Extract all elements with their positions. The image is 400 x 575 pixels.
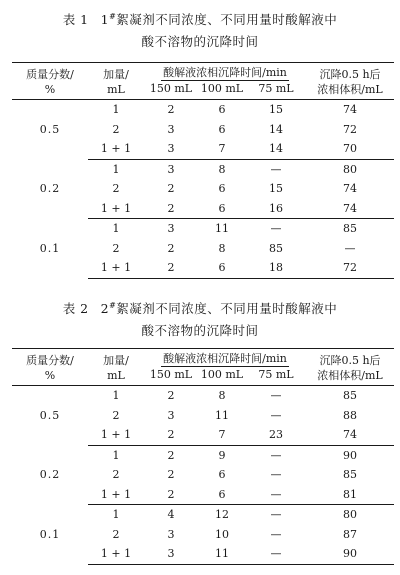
mass-fraction-cell: 0.5: [39, 122, 61, 136]
volume-cell: 72: [306, 258, 394, 278]
table-1-caption: [0, 6, 400, 53]
time-150-cell: 2: [144, 485, 198, 505]
header-150ml: 150 mL: [149, 368, 193, 381]
volume-cell: 74: [343, 182, 357, 195]
dosage-cell: 1: [112, 103, 120, 116]
mass-fraction-cell: 0.1: [39, 241, 61, 255]
dosage-cell: 2: [112, 241, 120, 255]
volume-cell: 74: [306, 425, 394, 445]
flocculant-sup: #: [109, 301, 117, 310]
time-150-cell: 2: [144, 425, 198, 445]
time-100-cell: 6: [218, 182, 226, 195]
header-150ml: 150 mL: [149, 82, 193, 95]
time-100-cell: 8: [218, 241, 226, 255]
table-1: [12, 62, 394, 279]
volume-cell: 81: [306, 485, 394, 505]
table-2-number: 表 2: [62, 301, 89, 316]
time-100-cell: 11: [215, 408, 229, 422]
flocculant-id: 1: [100, 12, 110, 27]
volume-cell: 90: [306, 544, 394, 564]
caption-text: 絮凝剂不同浓度、不同用量时酸解液中: [116, 12, 338, 27]
table-1-block: [0, 6, 400, 274]
time-150-cell: 3: [167, 162, 175, 176]
volume-cell: 72: [343, 122, 357, 136]
dosage-cell: 2: [112, 468, 120, 481]
time-75-cell: 15: [269, 103, 283, 116]
time-75-cell: —: [270, 222, 282, 235]
mass-fraction-cell: 0.2: [39, 182, 61, 195]
time-150-cell: 2: [167, 448, 175, 462]
header-settling-time-group: 酸解液浓相沉降时间/min: [163, 66, 287, 79]
volume-cell: 80: [343, 162, 357, 176]
table-1-caption-line-2: 酸不溶物的沉降时间: [141, 34, 259, 49]
dosage-cell: 1: [112, 389, 120, 402]
time-75-cell: 18: [246, 258, 306, 278]
dosage-cell: 1 + 1: [88, 199, 144, 219]
table-2-block: [0, 295, 400, 560]
time-100-cell: 7: [198, 139, 246, 159]
time-75-cell: —: [246, 485, 306, 505]
time-100-cell: 10: [215, 527, 229, 541]
time-75-cell: —: [270, 389, 282, 402]
time-100-cell: 9: [218, 448, 226, 462]
time-100-cell: 11: [215, 222, 229, 235]
time-150-cell: 3: [167, 122, 175, 136]
time-150-cell: 4: [167, 508, 175, 521]
dosage-cell: 2: [112, 122, 120, 136]
time-100-cell: 6: [198, 199, 246, 219]
table-1-number: 表 1: [62, 12, 89, 27]
flocculant-id: 2: [100, 301, 110, 316]
volume-cell: 70: [306, 139, 394, 159]
time-75-cell: —: [270, 527, 282, 541]
time-150-cell: 2: [144, 199, 198, 219]
time-75-cell: 23: [246, 425, 306, 445]
volume-cell: 80: [343, 508, 357, 521]
dosage-cell: 2: [112, 408, 120, 422]
time-100-cell: 6: [218, 103, 226, 116]
time-75-cell: 16: [246, 199, 306, 219]
volume-cell: 88: [343, 408, 357, 422]
time-150-cell: 3: [167, 408, 175, 422]
table-row: [12, 219, 394, 239]
table-row: [12, 386, 394, 406]
time-75-cell: —: [270, 508, 282, 521]
dosage-cell: 1 + 1: [88, 485, 144, 505]
time-150-cell: 3: [144, 544, 198, 564]
time-75-cell: 15: [269, 182, 283, 195]
volume-cell: —: [344, 241, 356, 255]
time-150-cell: 2: [167, 389, 175, 402]
mass-fraction-cell: 0.2: [39, 468, 61, 481]
table-1-caption-line-1: [0, 6, 400, 31]
volume-cell: 74: [306, 199, 394, 219]
volume-cell: 74: [343, 103, 357, 116]
dosage-cell: 1: [112, 448, 120, 462]
time-150-cell: 3: [167, 527, 175, 541]
volume-cell: 85: [343, 222, 357, 235]
dosage-cell: 1: [112, 508, 120, 521]
header-dense-phase-volume: 沉降0.5 h后 浓相体积/mL: [317, 68, 383, 96]
time-150-cell: 2: [167, 241, 175, 255]
time-75-cell: —: [246, 544, 306, 564]
time-150-cell: 2: [167, 182, 175, 195]
header-settling-time-group: 酸解液浓相沉降时间/min: [163, 352, 287, 365]
time-75-cell: 14: [246, 139, 306, 159]
dosage-cell: 2: [112, 182, 120, 195]
volume-cell: 90: [343, 448, 357, 462]
mass-fraction-cell: 0.5: [39, 408, 61, 422]
time-100-cell: 11: [198, 544, 246, 564]
table-row: [12, 159, 394, 179]
time-150-cell: 3: [167, 222, 175, 235]
time-100-cell: 6: [198, 258, 246, 278]
table-row: [12, 100, 394, 120]
time-100-cell: 7: [198, 425, 246, 445]
time-100-cell: 12: [215, 508, 229, 521]
time-100-cell: 8: [218, 389, 226, 402]
flocculant-sup: #: [109, 12, 117, 21]
dosage-cell: 1: [112, 222, 120, 235]
volume-cell: 85: [343, 468, 357, 481]
time-150-cell: 3: [144, 139, 198, 159]
table-2-caption-line-1: [0, 295, 400, 320]
time-75-cell: 14: [269, 122, 283, 136]
time-75-cell: 85: [269, 241, 283, 255]
header-75ml: 75 mL: [258, 368, 294, 381]
time-75-cell: —: [270, 468, 282, 481]
dosage-cell: 2: [112, 527, 120, 541]
time-150-cell: 2: [167, 103, 175, 116]
time-100-cell: 6: [198, 485, 246, 505]
table-row: [12, 445, 394, 465]
dosage-cell: 1 + 1: [88, 139, 144, 159]
time-75-cell: —: [270, 162, 282, 176]
mass-fraction-cell: 0.1: [39, 527, 61, 541]
caption-text: 絮凝剂不同浓度、不同用量时酸解液中: [116, 301, 338, 316]
time-100-cell: 6: [218, 122, 226, 136]
time-75-cell: —: [270, 448, 282, 462]
time-75-cell: —: [270, 408, 282, 422]
table-2-caption-line-2: 酸不溶物的沉降时间: [141, 323, 259, 338]
dosage-cell: 1 + 1: [88, 258, 144, 278]
time-100-cell: 8: [218, 162, 226, 176]
header-mass-fraction: 质量分数/ %: [26, 354, 74, 382]
volume-cell: 87: [343, 527, 357, 541]
header-dense-phase-volume: 沉降0.5 h后 浓相体积/mL: [317, 354, 383, 382]
dosage-cell: 1: [112, 162, 120, 176]
header-dosage: 加量/ mL: [103, 354, 129, 382]
header-100ml: 100 mL: [200, 368, 244, 381]
volume-cell: 85: [343, 389, 357, 402]
table-2: [12, 348, 394, 565]
time-150-cell: 2: [144, 258, 198, 278]
header-100ml: 100 mL: [200, 82, 244, 95]
header-75ml: 75 mL: [258, 82, 294, 95]
header-dosage: 加量/ mL: [103, 68, 129, 96]
table-row: [12, 505, 394, 525]
dosage-cell: 1 + 1: [88, 544, 144, 564]
time-150-cell: 2: [167, 468, 175, 481]
header-mass-fraction: 质量分数/ %: [26, 68, 74, 96]
dosage-cell: 1 + 1: [88, 425, 144, 445]
time-100-cell: 6: [218, 468, 226, 481]
table-2-caption: [0, 295, 400, 342]
